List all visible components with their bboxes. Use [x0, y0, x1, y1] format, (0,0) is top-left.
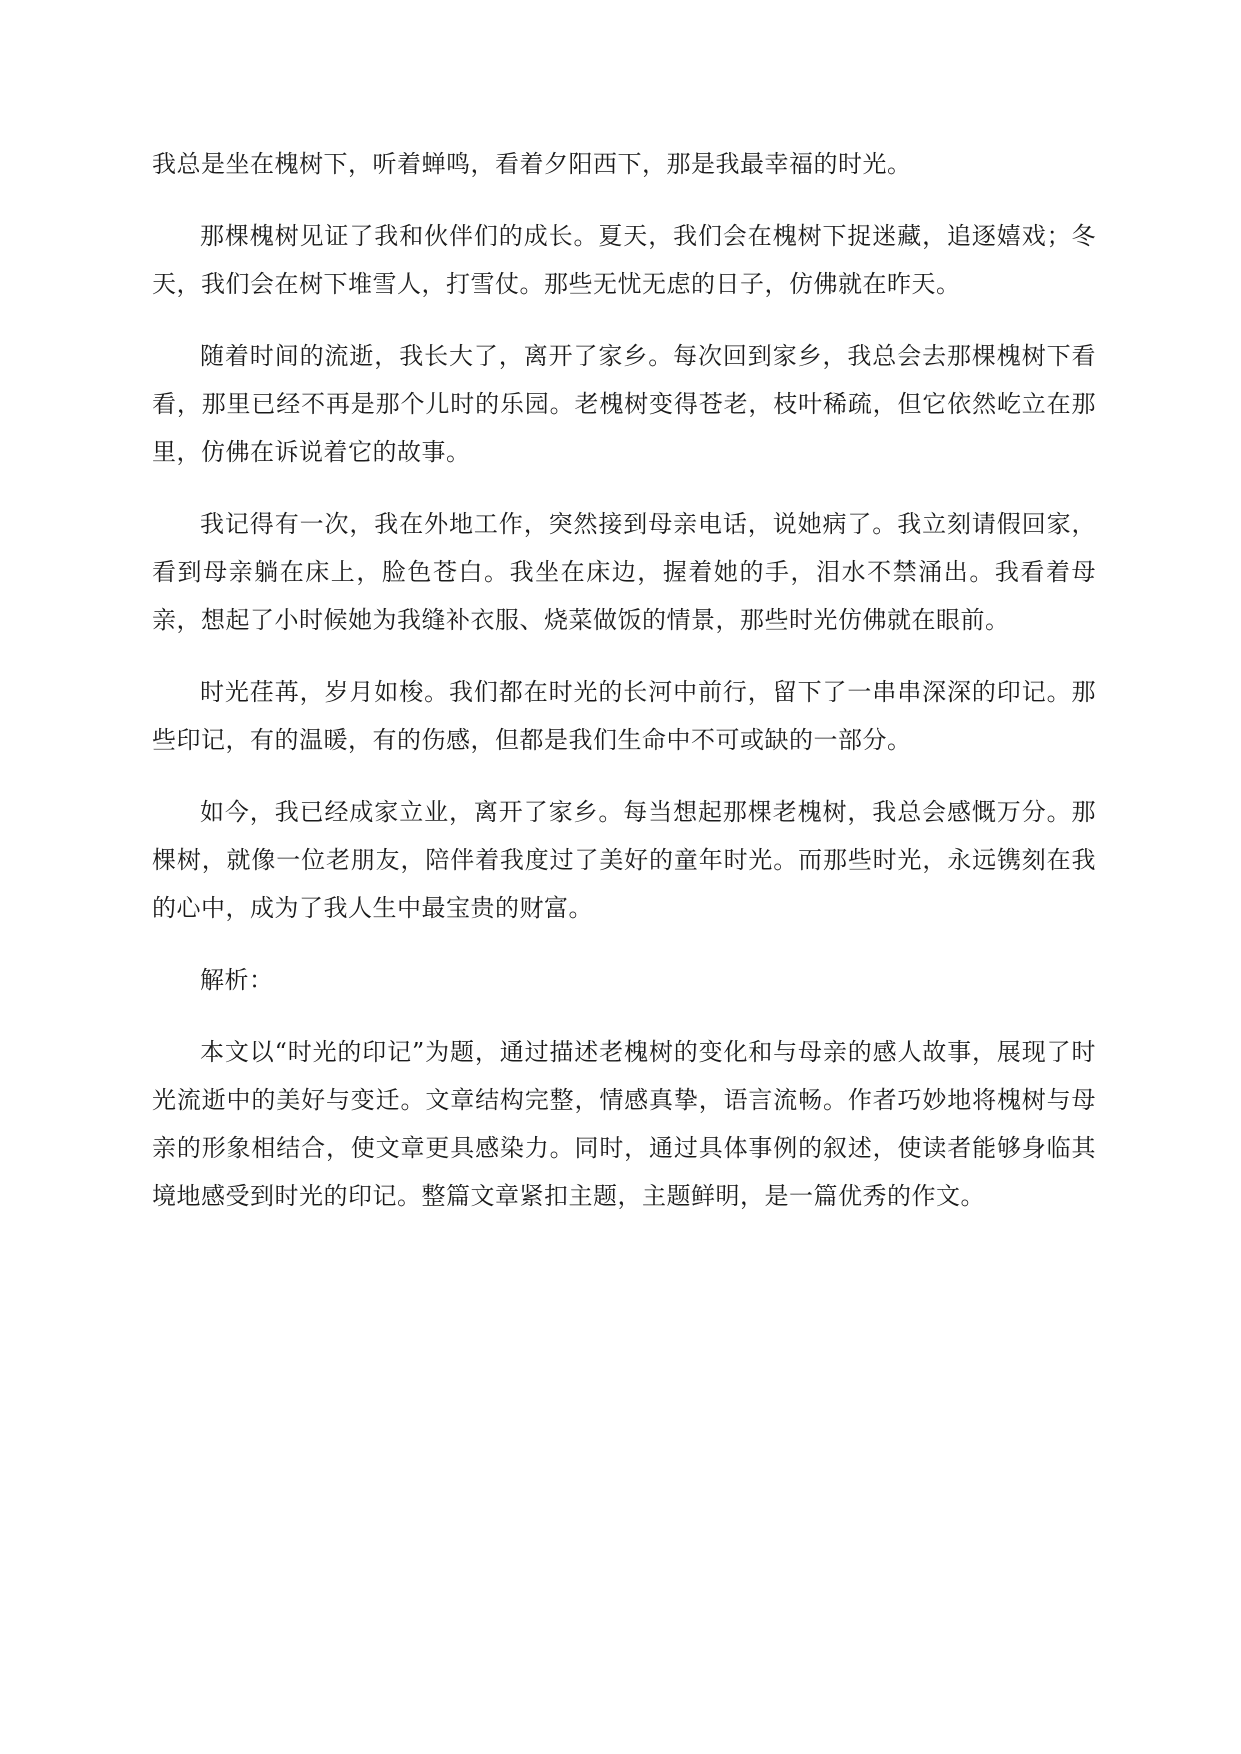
paragraph: 时光荏苒，岁月如梭。我们都在时光的长河中前行，留下了一串串深深的印记。那些印记，有的温暖，有的伤感，但都是我们生命中不可或缺的一部分。: [152, 678, 1096, 754]
paragraph: 如今，我已经成家立业，离开了家乡。每当想起那棵老槐树，我总会感慨万分。那棵树，就像一位老朋友，陪伴着我度过了美好的童年时光。而那些时光，永远镌刻在我的心中，成为了我人生中最宝贵的财富。: [152, 798, 1096, 922]
paragraph: 随着时间的流逝，我长大了，离开了家乡。每次回到家乡，我总会去那棵槐树下看看，那里已经不再是那个儿时的乐园。老槐树变得苍老，枝叶稀疏，但它依然屹立在那里，仿佛在诉说着它的故事。: [152, 342, 1096, 466]
analysis-text: 本文以“时光的印记”为题，通过描述老槐树的变化和与母亲的感人故事，展现了时光流逝中的美好与变迁。文章结构完整，情感真挚，语言流畅。作者巧妙地将槐树与母亲的形象相结合，使文章更具感染力。同时，通过具体事例的叙述，使读者能够身临其境地感受到时光的印记。整篇文章紧扣主题，主题鲜明，是一篇优秀的作文。: [152, 1038, 1096, 1210]
document-body: [152, 140, 1096, 1244]
paragraph: 那棵槐树见证了我和伙伴们的成长。夏天，我们会在槐树下捉迷藏，追逐嬉戏；冬天，我们会在树下堆雪人，打雪仗。那些无忧无虑的日子，仿佛就在昨天。: [152, 222, 1096, 298]
paragraph: 我记得有一次，我在外地工作，突然接到母亲电话，说她病了。我立刻请假回家，看到母亲躺在床上，脸色苍白。我坐在床边，握着她的手，泪水不禁涌出。我看着母亲，想起了小时候她为我缝补衣服、烧菜做饭的情景，那些时光仿佛就在眼前。: [152, 510, 1096, 634]
analysis-label: 解析：: [200, 966, 274, 994]
paragraph-continuation: 我总是坐在槐树下，听着蝉鸣，看着夕阳西下，那是我最幸福的时光。: [152, 150, 912, 178]
